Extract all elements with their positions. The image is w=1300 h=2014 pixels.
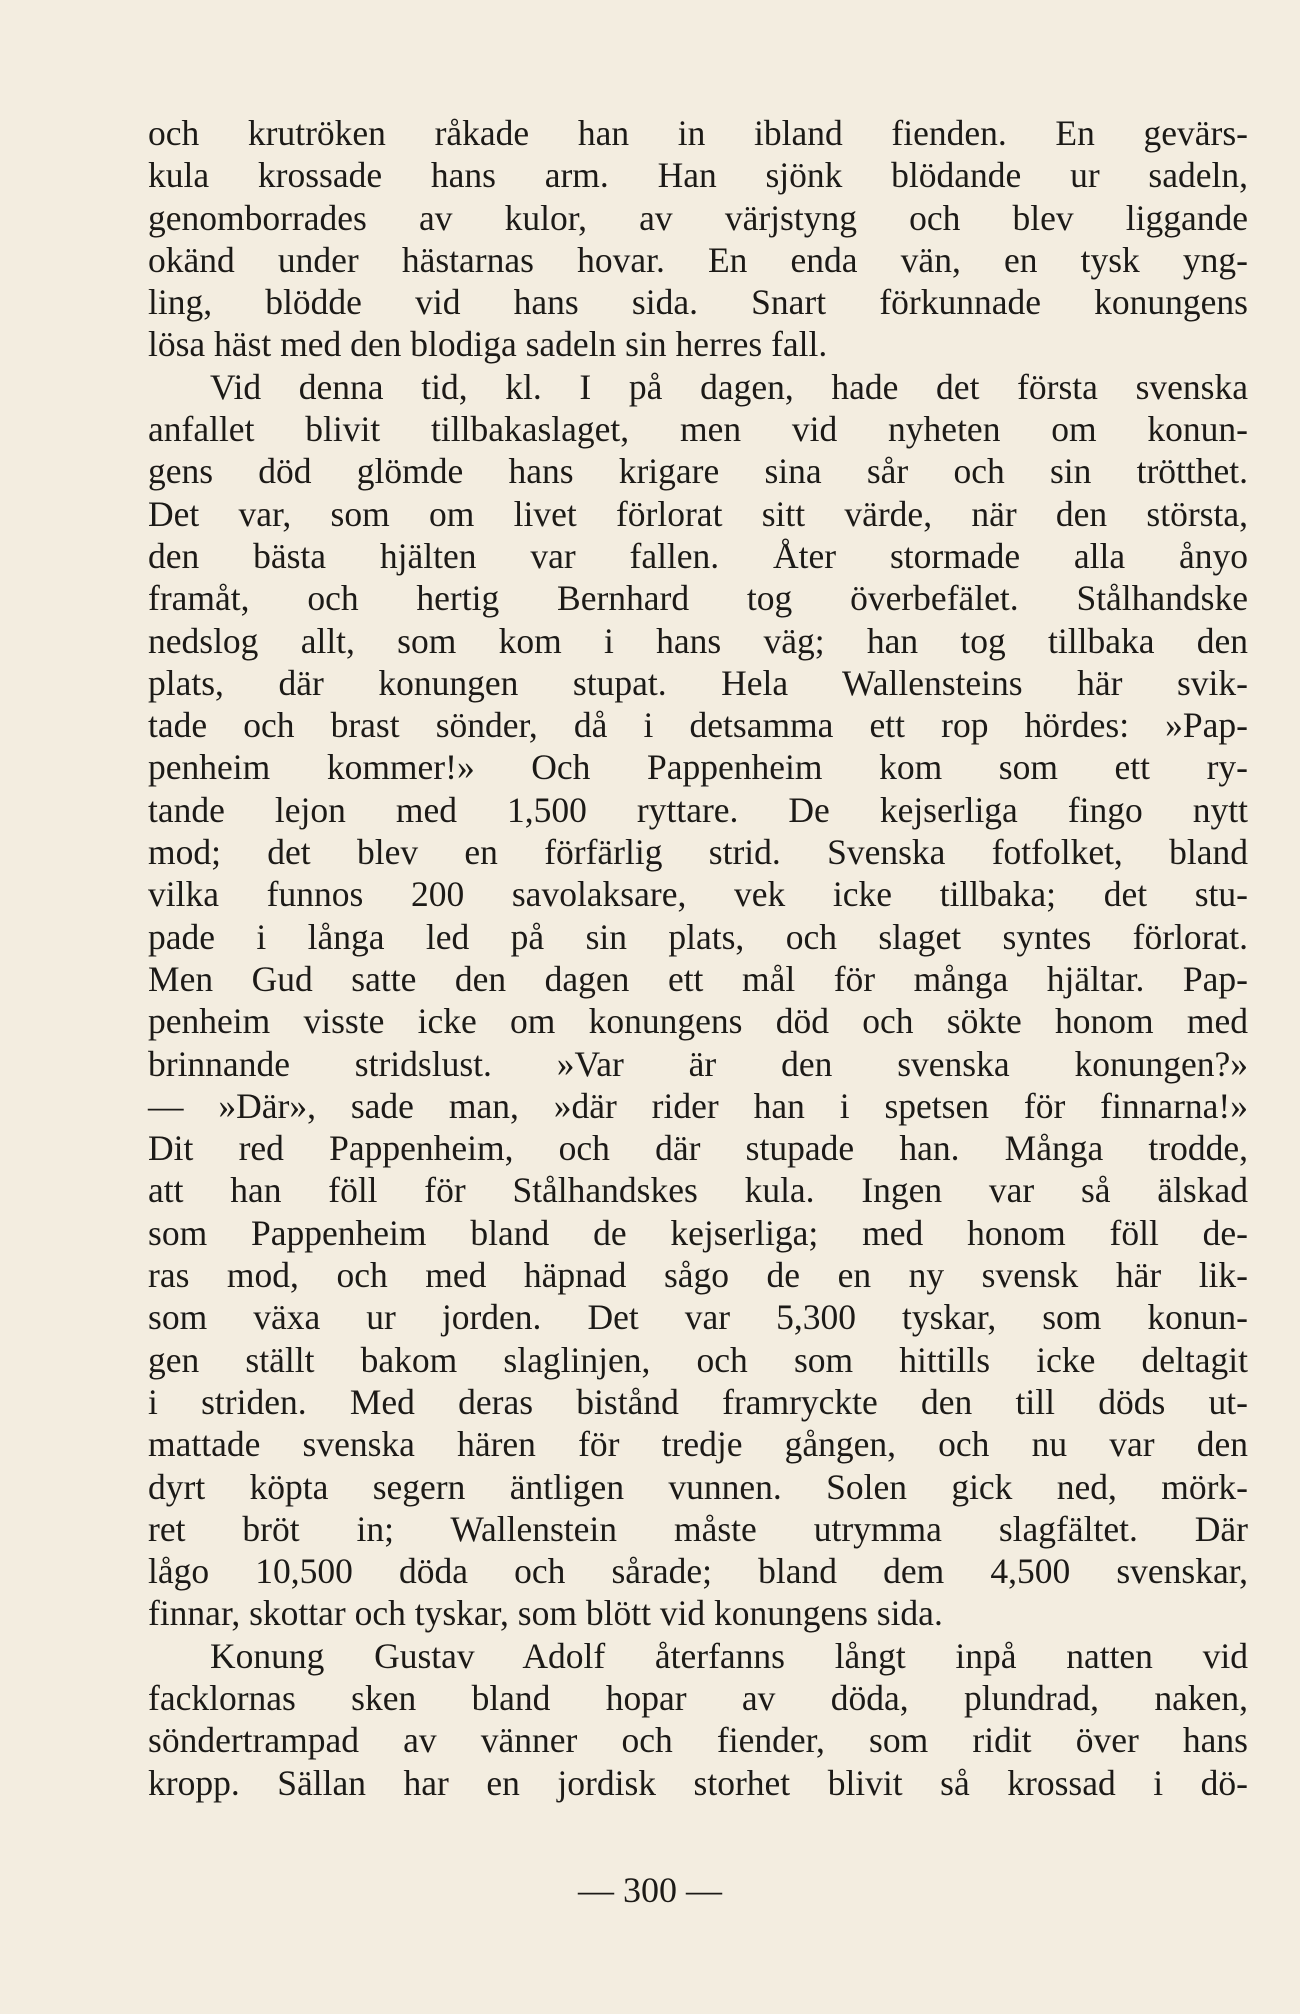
- text-line: okänd under hästarnas hovar. En enda vän, en tysk yng-: [148, 239, 1248, 280]
- text-line: mod; det blev en förfärlig strid. Svenska fotfolket, bland: [148, 832, 1248, 873]
- text-line: framåt, och hertig Bernhard tog överbefälet. Stålhandske: [148, 578, 1248, 619]
- text-line: som Pappenheim bland de kejserliga; med honom föll de-: [148, 1212, 1248, 1253]
- text-line: mattade svenska hären för tredje gången, och nu var den: [148, 1424, 1248, 1465]
- text-line: lågo 10,500 döda och sårade; bland dem 4,500 svenskar,: [148, 1551, 1248, 1592]
- page-number: — 300 —: [578, 1870, 722, 1910]
- text-line: som växa ur jorden. Det var 5,300 tyskar, som konun-: [148, 1297, 1248, 1338]
- text-line: den bästa hjälten var fallen. Åter stormade alla ånyo: [148, 535, 1248, 576]
- text-line: att han föll för Stålhandskes kula. Ingen var så älskad: [148, 1170, 1248, 1211]
- text-line: i striden. Med deras bistånd framryckte den till döds ut-: [148, 1381, 1248, 1422]
- paragraph-end-line: finnar, skottar och tyskar, som blött vid konungens sida.: [148, 1593, 943, 1634]
- paragraph-start-line: Konung Gustav Adolf återfanns långt inpå natten vid: [210, 1635, 1248, 1676]
- text-line: ling, blödde vid hans sida. Snart förkunnade konungens: [148, 282, 1248, 323]
- body-text: [148, 112, 1248, 1804]
- text-line: pade i långa led på sin plats, och slaget syntes förlorat.: [148, 916, 1248, 957]
- text-line: och krutröken råkade han in ibland fienden. En gevärs-: [148, 113, 1248, 153]
- paragraph-start-line: Vid denna tid, kl. I på dagen, hade det första svenska: [210, 366, 1248, 407]
- page-content: [148, 112, 1248, 1804]
- text-line: gens död glömde hans krigare sina sår och sin trötthet.: [148, 451, 1248, 492]
- paragraph-end-line: lösa häst med den blodiga sadeln sin herres fall.: [148, 324, 828, 365]
- text-line: tande lejon med 1,500 ryttare. De kejserliga fingo nytt: [148, 789, 1248, 830]
- text-line: Det var, som om livet förlorat sitt värde, när den största,: [148, 493, 1248, 534]
- text-line: söndertrampad av vänner och fiender, som ridit över hans: [148, 1720, 1248, 1761]
- text-line: — »Där», sade man, »där rider han i spetsen för finnarna!»: [148, 1085, 1248, 1126]
- text-line: Dit red Pappenheim, och där stupade han. Många trodde,: [148, 1128, 1248, 1169]
- text-line: penheim visste icke om konungens död och sökte honom med: [148, 1001, 1248, 1042]
- text-line: kula krossade hans arm. Han sjönk blödande ur sadeln,: [148, 155, 1248, 196]
- text-line: facklornas sken bland hopar av döda, plundrad, naken,: [148, 1677, 1248, 1718]
- text-line: ras mod, och med häpnad sågo de en ny svensk här lik-: [148, 1255, 1248, 1296]
- text-line: dyrt köpta segern äntligen vunnen. Solen gick ned, mörk-: [148, 1466, 1248, 1507]
- text-line: plats, där konungen stupat. Hela Wallensteins här svik-: [148, 662, 1248, 703]
- text-line: gen ställt bakom slaglinjen, och som hittills icke deltagit: [148, 1339, 1248, 1380]
- text-line: kropp. Sällan har en jordisk storhet blivit så krossad i dö-: [148, 1762, 1248, 1803]
- text-line: ret bröt in; Wallenstein måste utrymma slagfältet. Där: [148, 1508, 1248, 1549]
- text-line: vilka funnos 200 savolaksare, vek icke tillbaka; det stu-: [148, 874, 1248, 915]
- text-line: tade och brast sönder, då i detsamma ett rop hördes: »Pap-: [148, 705, 1248, 746]
- text-line: Men Gud satte den dagen ett mål för många hjältar. Pap-: [148, 958, 1248, 999]
- text-line: nedslog allt, som kom i hans väg; han tog tillbaka den: [148, 620, 1248, 661]
- text-line: brinnande stridslust. »Var är den svenska konungen?»: [148, 1043, 1248, 1084]
- text-line: penheim kommer!» Och Pappenheim kom som ett ry-: [148, 747, 1248, 788]
- text-line: genomborrades av kulor, av värjstyng och blev liggande: [148, 197, 1248, 238]
- text-line: anfallet blivit tillbakaslaget, men vid nyheten om konun-: [148, 409, 1248, 450]
